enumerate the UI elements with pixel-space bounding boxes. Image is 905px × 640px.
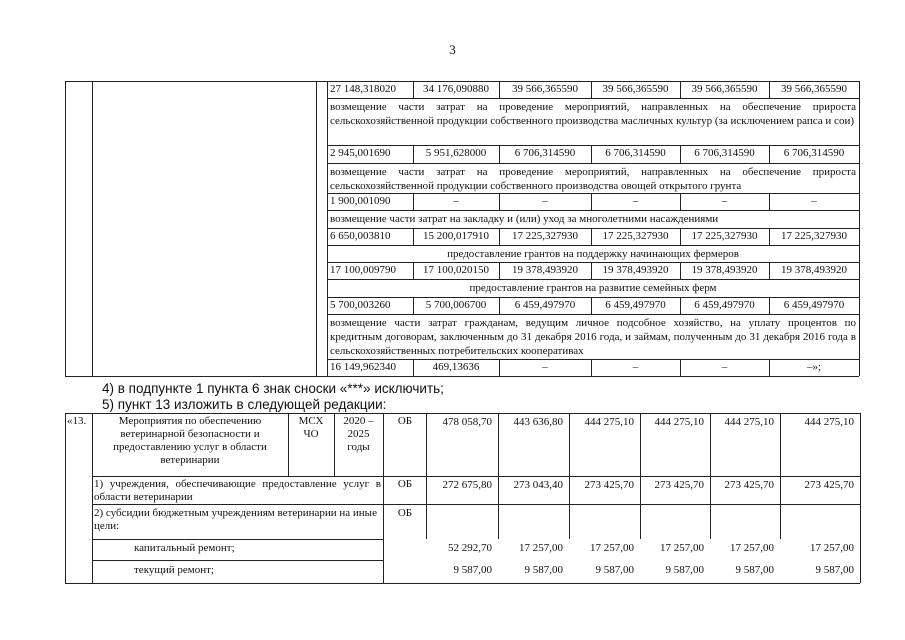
top-table-value: 6 706,314590 xyxy=(605,147,666,159)
bottom-table-value: 17 257,00 xyxy=(810,542,854,554)
top-table-value: 5 700,006700 xyxy=(425,299,487,311)
bottom-table-value: 443 636,80 xyxy=(513,416,563,428)
row2-source: ОБ xyxy=(397,507,413,519)
top-table-value: – xyxy=(542,195,548,207)
top-table-value: 6 706,314590 xyxy=(694,147,755,159)
bottom-table-value: 444 275,10 xyxy=(654,416,704,428)
bottom-table-value: 17 257,00 xyxy=(519,542,563,554)
top-table-value: 15 200,017910 xyxy=(423,230,489,242)
top-table-description: возмещение части затрат гражданам, ведущим личное подсобное хозяйство, на уплату процентов по кредитным договорам, заключенным до 31 декабря 2016 года, и займам, полученным до 31 декабря 2016 года в сельскохозяйственных потребительских кооперативах xyxy=(330,317,856,357)
row2-label: 2) субсидии бюджетным учреждениям ветеринарии на иные цели: xyxy=(94,507,377,532)
top-table-value: 5 700,003260 xyxy=(330,299,391,311)
bottom-table-value: 17 257,00 xyxy=(590,542,634,554)
top-table-value: 2 945,001690 xyxy=(330,147,391,159)
row1-source: ОБ xyxy=(397,478,413,490)
top-table-value: – xyxy=(542,361,548,373)
top-table-value: – xyxy=(632,361,639,373)
bottom-table-value: 9 587,00 xyxy=(815,564,854,576)
item-number: «13. xyxy=(67,415,87,427)
bottom-table-value: 444 275,10 xyxy=(724,416,774,428)
top-table-value: – xyxy=(721,361,728,373)
bottom-table-value: 273 425,70 xyxy=(654,479,704,491)
top-table-value: 39 566,365590 xyxy=(781,83,847,95)
row3-label: капитальный ремонт; xyxy=(134,542,235,554)
top-table-value: 27 148,318020 xyxy=(330,83,396,95)
bottom-table-value: 9 587,00 xyxy=(524,564,563,576)
bottom-table-value: 52 292,70 xyxy=(448,542,492,554)
row4-label: текущий ремонт; xyxy=(134,564,214,576)
top-table-value: – xyxy=(453,195,459,207)
top-table-value: – xyxy=(721,195,728,207)
bottom-table-value: 273 425,70 xyxy=(724,479,774,491)
top-table-value: 17 225,327930 xyxy=(602,230,669,242)
bottom-table-value: 444 275,10 xyxy=(804,416,854,428)
top-table-value: 17 225,327930 xyxy=(512,230,578,242)
top-table-value: 19 378,493920 xyxy=(691,264,758,276)
measure-name: Мероприятия по обеспечению ветеринарной безопасности и предоставлению услуг в области ветеринарии xyxy=(113,415,267,466)
top-table-description: возмещение части затрат на закладку и (или) уход за многолетними насаждениями xyxy=(330,213,719,225)
top-table-value: 6 459,497970 xyxy=(605,299,666,311)
bottom-table-value: 9 587,00 xyxy=(735,564,774,576)
top-table-value: – xyxy=(632,195,639,207)
top-table-value: 19 378,493920 xyxy=(512,264,578,276)
top-table-value: 39 566,365590 xyxy=(691,83,758,95)
bottom-table-value: 17 257,00 xyxy=(660,542,704,554)
top-table-value: 16 149,962340 xyxy=(330,361,396,373)
top-table-value: 6 459,497970 xyxy=(514,299,576,311)
top-table-value: –»; xyxy=(806,361,822,373)
funding-source: ОБ xyxy=(397,415,413,427)
top-table-value: 6 650,003810 xyxy=(330,230,391,242)
top-table-value: 39 566,365590 xyxy=(512,83,578,95)
page-number: 3 xyxy=(449,42,456,57)
paragraph-4: 4) в подпункте 1 пункта 6 знак сноски «***» исключить; xyxy=(102,381,444,396)
top-table-description: возмещение части затрат на проведение мероприятий, направленных на обеспечение прироста сельскохозяйственной продукции собственного производства овощей открытого грунта xyxy=(330,166,856,192)
top-table-description: возмещение части затрат на проведение мероприятий, направленных на обеспечение прироста сельскохозяйственной продукции собственного производства масличных культур (за исключением рапса и сои) xyxy=(330,101,856,127)
period: 2020 – 2025 годы xyxy=(343,415,374,453)
executor: МСХ ЧО xyxy=(298,415,324,440)
top-table-value: 6 459,497970 xyxy=(783,299,845,311)
paragraph-5: 5) пункт 13 изложить в следующей редакции: xyxy=(102,397,387,412)
bottom-table-value: 273 425,70 xyxy=(804,479,854,491)
top-table-value: 17 100,020150 xyxy=(423,264,489,276)
top-table-value: 19 378,493920 xyxy=(602,264,669,276)
top-table-value: 39 566,365590 xyxy=(602,83,669,95)
bottom-table-value: 478 058,70 xyxy=(442,416,492,428)
bottom-table-value: 272 675,80 xyxy=(442,479,492,491)
top-table-value: 17 225,327930 xyxy=(691,230,758,242)
top-table-value: 6 706,314590 xyxy=(514,147,576,159)
top-table-description: предоставление грантов на развитие семейных ферм xyxy=(469,282,717,294)
top-table-value: 17 100,009790 xyxy=(330,264,396,276)
bottom-table-value: 17 257,00 xyxy=(730,542,774,554)
top-table-description: предоставление грантов на поддержку начинающих фермеров xyxy=(447,248,739,260)
top-table-value: 6 459,497970 xyxy=(694,299,755,311)
top-table-value: – xyxy=(811,195,817,207)
top-table-value: 5 951,628000 xyxy=(425,147,487,159)
bottom-table-value: 444 275,10 xyxy=(584,416,634,428)
top-table-value: 469,13636 xyxy=(432,361,480,373)
top-table-value: 1 900,001090 xyxy=(330,195,391,207)
row1-label: 1) учреждения, обеспечивающие предоставление услуг в области ветеринарии xyxy=(94,478,381,503)
top-table-value: 17 225,327930 xyxy=(781,230,847,242)
bottom-table-value: 9 587,00 xyxy=(665,564,704,576)
bottom-table-value: 9 587,00 xyxy=(453,564,492,576)
bottom-table-value: 273 043,40 xyxy=(513,479,563,491)
top-table-value: 6 706,314590 xyxy=(783,147,845,159)
bottom-table-value: 9 587,00 xyxy=(595,564,634,576)
top-table-value: 34 176,090880 xyxy=(423,83,489,95)
bottom-table-value: 273 425,70 xyxy=(584,479,634,491)
top-table-value: 19 378,493920 xyxy=(781,264,847,276)
